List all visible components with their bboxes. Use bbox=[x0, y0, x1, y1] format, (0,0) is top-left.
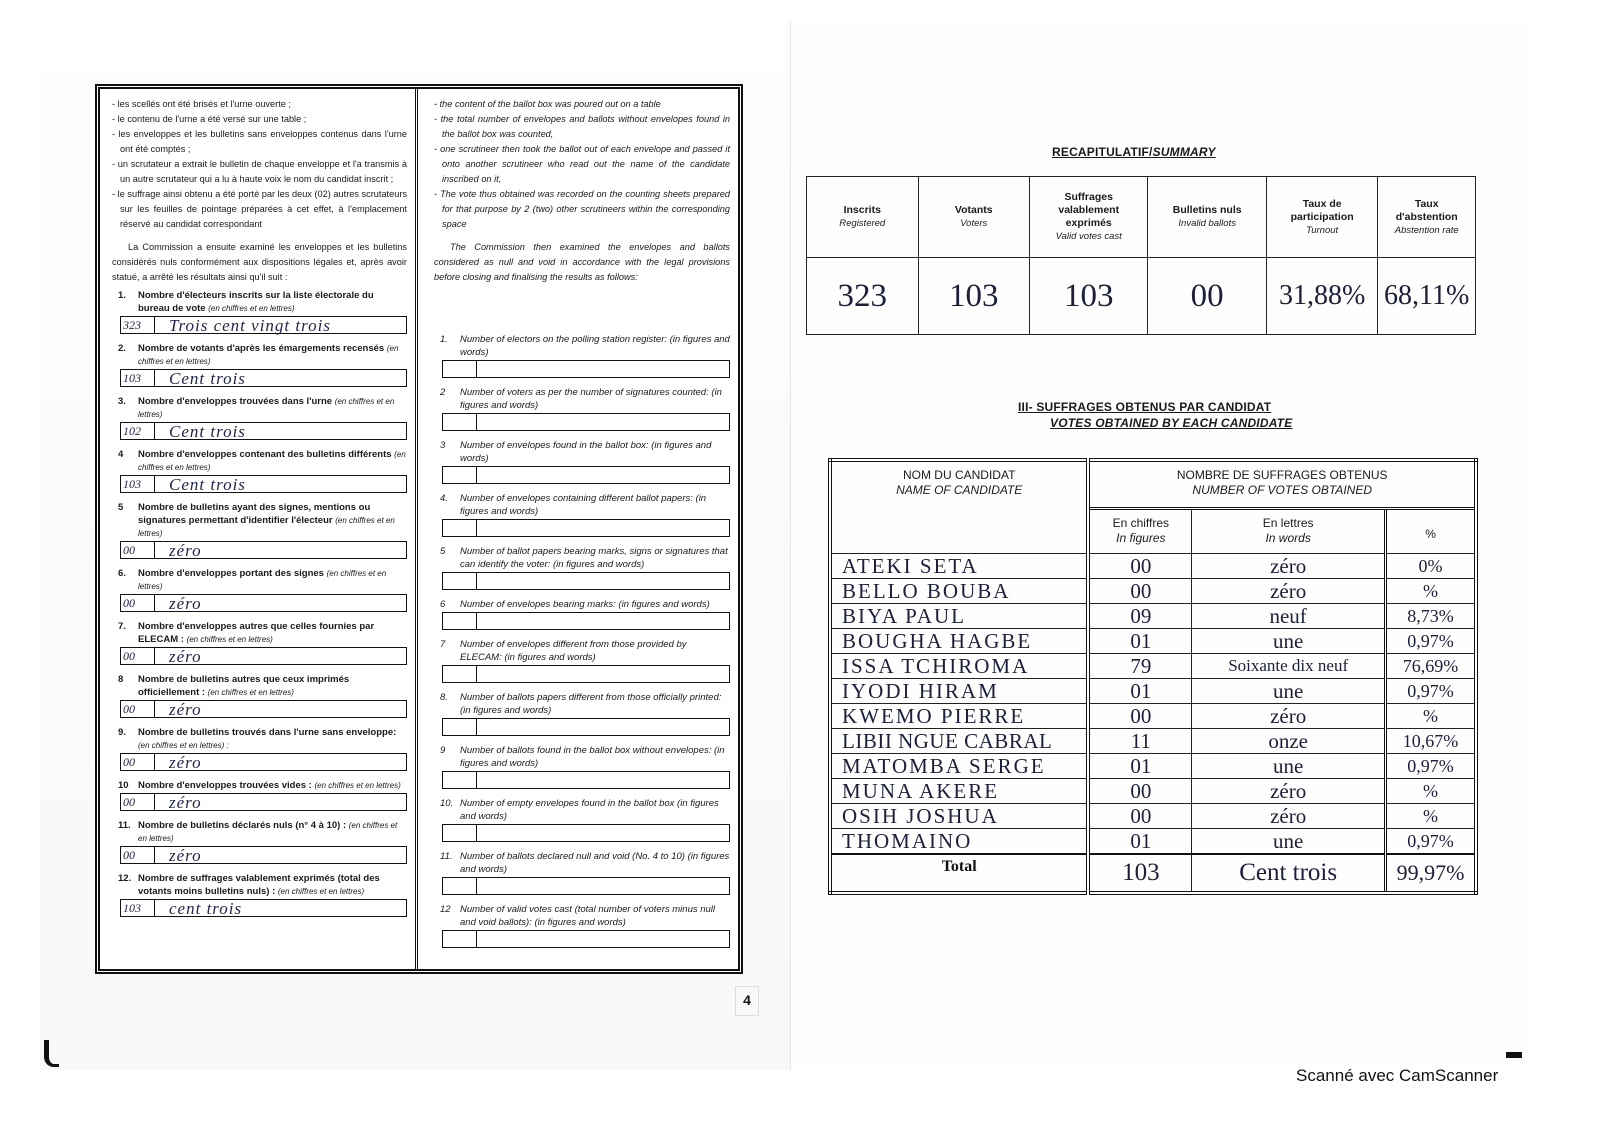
candidate-votes-figure: 01 bbox=[1088, 754, 1191, 779]
item-hint: (en chiffres et en lettres) : bbox=[138, 741, 229, 750]
form-item-8 bbox=[112, 673, 407, 718]
answer-field[interactable] bbox=[120, 700, 407, 718]
candidate-row bbox=[830, 804, 1476, 829]
summary-title-fr: RECAPITULATIF/ bbox=[1052, 145, 1153, 159]
item-text: Nombre de bulletins trouvés dans l'urne sans enveloppe: bbox=[138, 727, 397, 738]
item-text: Nombre de suffrages valablement exprimés (total des votants moins bulletins nuls) : bbox=[138, 873, 380, 897]
form-item-7 bbox=[112, 620, 407, 665]
votes-section-title-fr: III- SUFFRAGES OBTENUS PAR CANDIDAT bbox=[1018, 400, 1272, 414]
answer-field[interactable] bbox=[442, 718, 730, 736]
item-text: Nombre d'enveloppes trouvées dans l'urne bbox=[138, 396, 333, 407]
candidate-votes-percent: 0,97% bbox=[1386, 754, 1476, 779]
item-number: 3 bbox=[440, 440, 446, 451]
candidate-row bbox=[830, 779, 1476, 804]
summary-col-abstention: Taux d'abstention Abstention rate bbox=[1378, 177, 1476, 258]
item-text: Nombre de votants d'après les émargements recensés bbox=[138, 343, 385, 354]
form-item-5 bbox=[112, 501, 407, 559]
answer-field[interactable] bbox=[442, 572, 730, 590]
item-text: Number of envelopes bearing marks: (in figures and words) bbox=[460, 599, 710, 610]
form-item-9 bbox=[112, 726, 407, 771]
form-item-5-en bbox=[434, 545, 730, 590]
form-item-11-en bbox=[434, 850, 730, 895]
candidate-name: KWEMO PIERRE bbox=[830, 704, 1088, 729]
answer-words: zéro bbox=[169, 845, 202, 865]
answer-field[interactable] bbox=[120, 647, 407, 665]
item-hint: (en chiffres et en lettres) bbox=[277, 887, 365, 896]
candidate-name: MATOMBA SERGE bbox=[830, 754, 1088, 779]
answer-field[interactable] bbox=[120, 541, 407, 559]
candidate-votes-figure: 11 bbox=[1088, 729, 1191, 754]
form-item-7-en bbox=[434, 638, 730, 683]
item-text: Nombre d'enveloppes trouvées vides : bbox=[138, 780, 312, 791]
col-votes-obtained: NOMBRE DE SUFFRAGES OBTENUS NUMBER OF VOTES OBTAINED bbox=[1088, 460, 1476, 509]
item-text: Number of envelopes found in the ballot box: (in figures and words) bbox=[460, 440, 712, 464]
answer-figure bbox=[443, 666, 477, 682]
answer-words: Trois cent vingt trois bbox=[169, 315, 331, 335]
candidate-name: MUNA AKERE bbox=[830, 779, 1088, 804]
answer-field[interactable] bbox=[442, 930, 730, 948]
answer-figure bbox=[443, 825, 477, 841]
votes-section-title-en: VOTES OBTAINED BY EACH CANDIDATE bbox=[1050, 416, 1293, 430]
item-text: Number of ballots papers different from those officially printed: (in figures and words) bbox=[460, 692, 722, 716]
item-number: 10 bbox=[118, 780, 129, 791]
item-text: Number of ballots declared null and void (No. 4 to 10) (in figures and words) bbox=[460, 851, 730, 875]
voters-value: 103 bbox=[918, 258, 1030, 335]
total-row bbox=[830, 854, 1476, 893]
answer-field[interactable] bbox=[442, 360, 730, 378]
candidate-name: ATEKI SETA bbox=[830, 554, 1088, 579]
answer-field[interactable] bbox=[120, 316, 407, 334]
total-votes-figure: 103 bbox=[1088, 854, 1191, 893]
item-text: Nombre de bulletins autres que ceux imprimés officiellement : bbox=[138, 674, 350, 698]
item-number: 2. bbox=[118, 343, 126, 354]
item-hint: (en chiffres et en lettres) bbox=[138, 821, 398, 843]
answer-words: zéro bbox=[169, 646, 202, 666]
answer-figure bbox=[443, 878, 477, 894]
item-number: 6. bbox=[118, 568, 126, 579]
procedure-step: - le suffrage ainsi obtenu a été porté par les deux (02) autres scrutateurs sur les feuilles de pointage préparées à cet effet, à l'emplacement réservé au candidat correspondant bbox=[112, 187, 407, 232]
votes-by-candidate-table bbox=[828, 458, 1478, 895]
item-number: 11. bbox=[118, 820, 131, 831]
form-item-12-en bbox=[434, 903, 730, 948]
answer-field[interactable] bbox=[120, 475, 407, 493]
item-number: 1. bbox=[118, 290, 126, 301]
candidate-row bbox=[830, 629, 1476, 654]
answer-field[interactable] bbox=[442, 877, 730, 895]
item-text: Nombre de bulletins déclarés nuls (n° 4 à 10) : bbox=[138, 820, 347, 831]
candidate-name: BOUGHA HAGBE bbox=[830, 629, 1088, 654]
candidate-votes-words: une bbox=[1192, 679, 1386, 704]
item-number: 10. bbox=[440, 798, 454, 809]
form-item-3 bbox=[112, 395, 407, 440]
answer-field[interactable] bbox=[120, 793, 407, 811]
answer-words: Cent trois bbox=[169, 421, 246, 441]
answer-figure: 323 bbox=[121, 317, 155, 333]
votes-header-row-1 bbox=[830, 460, 1476, 509]
summary-col-registered: Inscrits Registered bbox=[807, 177, 919, 258]
form-item-3-en bbox=[434, 439, 730, 484]
summary-table bbox=[806, 176, 1476, 335]
candidate-votes-words: zéro bbox=[1192, 554, 1386, 579]
procedure-step: - one scrutineer then took the ballot out of each envelope and passed it onto another scrutineer who read out the name of the candidate inscribed on it, bbox=[434, 142, 730, 187]
candidate-votes-percent: 0,97% bbox=[1386, 679, 1476, 704]
form-column-english bbox=[418, 89, 738, 969]
candidate-votes-words: une bbox=[1192, 629, 1386, 654]
item-hint: (en chiffres et en lettres) bbox=[208, 304, 295, 313]
scanner-watermark: Scanné avec CamScanner bbox=[1296, 1066, 1499, 1085]
summary-title bbox=[1052, 145, 1216, 159]
candidate-votes-percent: % bbox=[1386, 579, 1476, 604]
item-hint: (en chiffres et en lettres) bbox=[138, 397, 395, 419]
candidate-votes-percent: 10,67% bbox=[1386, 729, 1476, 754]
candidate-name: OSIH JOSHUA bbox=[830, 804, 1088, 829]
candidate-votes-percent: 0,97% bbox=[1386, 829, 1476, 855]
item-number: 2 bbox=[440, 387, 446, 398]
candidate-votes-percent: 8,73% bbox=[1386, 604, 1476, 629]
candidate-votes-figure: 00 bbox=[1088, 779, 1191, 804]
form-item-4-en bbox=[434, 492, 730, 537]
candidate-votes-words: neuf bbox=[1192, 604, 1386, 629]
candidate-votes-figure: 01 bbox=[1088, 629, 1191, 654]
item-text: Nombre d'enveloppes contenant des bulletins différents bbox=[138, 449, 392, 460]
summary-values-row bbox=[807, 258, 1476, 335]
answer-figure bbox=[443, 719, 477, 735]
item-number: 5 bbox=[118, 502, 124, 513]
item-number: 12. bbox=[118, 873, 132, 884]
item-number: 7. bbox=[118, 621, 126, 632]
answer-words: zéro bbox=[169, 593, 202, 613]
answer-figure: 00 bbox=[121, 794, 155, 810]
candidate-votes-words: une bbox=[1192, 754, 1386, 779]
answer-field[interactable] bbox=[442, 665, 730, 683]
procedure-step: - les enveloppes et les bulletins sans enveloppes contenus dans l'urne ont été comptés ; bbox=[112, 127, 407, 157]
candidate-votes-figure: 00 bbox=[1088, 804, 1191, 829]
procedure-step: - the total number of envelopes and ballots without envelopes found in the ballot box was counted, bbox=[434, 112, 730, 142]
item-number: 5 bbox=[440, 546, 446, 557]
item-number: 8 bbox=[118, 674, 124, 685]
item-hint: (en chiffres et en lettres) bbox=[186, 635, 273, 644]
page-edge-mark bbox=[1506, 1052, 1522, 1058]
answer-field[interactable] bbox=[442, 612, 730, 630]
page-corner-mark bbox=[1472, 990, 1494, 1018]
item-text: Number of valid votes cast (total number of voters minus null and void ballots): (in figures and words) bbox=[460, 904, 716, 928]
candidate-row bbox=[830, 829, 1476, 855]
answer-field[interactable] bbox=[120, 422, 407, 440]
answer-figure: 103 bbox=[121, 476, 155, 492]
candidate-votes-figure: 09 bbox=[1088, 604, 1191, 629]
form-item-6-en bbox=[434, 598, 730, 630]
valid-votes-value: 103 bbox=[1030, 258, 1148, 335]
item-text: Number of envelopes containing different ballot papers: (in figures and words) bbox=[460, 493, 707, 517]
candidate-votes-percent: % bbox=[1386, 804, 1476, 829]
answer-field[interactable] bbox=[442, 519, 730, 537]
answer-field[interactable] bbox=[442, 466, 730, 484]
intro-paragraph-fr: La Commission a ensuite examiné les enveloppes et les bulletins considérés nuls conformément aux dispositions légales et, après avoir statué, a arrêté les résultats ainsi qu'il suit : bbox=[112, 242, 407, 282]
answer-figure: 00 bbox=[121, 542, 155, 558]
item-number: 1. bbox=[440, 334, 448, 345]
candidate-name: THOMAINO bbox=[830, 829, 1088, 855]
item-number: 9 bbox=[440, 745, 446, 756]
item-text: Number of ballots found in the ballot box without envelopes: (in figures and words) bbox=[460, 745, 725, 769]
page-number-marker: 4 bbox=[735, 986, 759, 1016]
abstention-value: 68,11% bbox=[1378, 258, 1476, 335]
answer-field[interactable] bbox=[442, 824, 730, 842]
procedure-step: - The vote thus obtained was recorded on the counting sheets prepared for that purpose by 2 (two) other scrutineers within the corresponding space bbox=[434, 187, 730, 232]
item-number: 11. bbox=[440, 851, 453, 862]
turnout-value: 31,88% bbox=[1266, 258, 1378, 335]
candidate-votes-figure: 00 bbox=[1088, 579, 1191, 604]
form-item-1-en bbox=[434, 333, 730, 378]
candidate-name: LIBII NGUE CABRAL bbox=[830, 729, 1088, 754]
item-hint: (en chiffres et en lettres) bbox=[138, 450, 406, 472]
answer-figure bbox=[443, 772, 477, 788]
answer-words: zéro bbox=[169, 699, 202, 719]
procedure-step: - the content of the ballot box was poured out on a table bbox=[434, 97, 730, 112]
candidate-votes-percent: 76,69% bbox=[1386, 654, 1476, 679]
invalid-ballots-value: 00 bbox=[1148, 258, 1266, 335]
registered-value: 323 bbox=[807, 258, 919, 335]
procedure-step: - les scellés ont été brisés et l'urne ouverte ; bbox=[112, 97, 407, 112]
form-column-french bbox=[100, 89, 418, 969]
candidate-name: IYODI HIRAM bbox=[830, 679, 1088, 704]
answer-figure bbox=[443, 931, 477, 947]
form-item-4 bbox=[112, 448, 407, 493]
col-percent: % bbox=[1386, 509, 1476, 554]
item-number: 3. bbox=[118, 396, 126, 407]
candidate-name: ISSA TCHIROMA bbox=[830, 654, 1088, 679]
form-item-12 bbox=[112, 872, 407, 917]
item-text: Nombre d'électeurs inscrits sur la liste électorale du bureau de vote bbox=[138, 290, 374, 314]
item-text: Nombre d'enveloppes portant des signes bbox=[138, 568, 324, 579]
answer-figure bbox=[443, 361, 477, 377]
answer-field[interactable] bbox=[442, 771, 730, 789]
answer-figure: 00 bbox=[121, 847, 155, 863]
item-number: 4. bbox=[440, 493, 448, 504]
answer-figure: 00 bbox=[121, 595, 155, 611]
candidate-name: BIYA PAUL bbox=[830, 604, 1088, 629]
answer-field[interactable] bbox=[120, 369, 407, 387]
answer-figure: 00 bbox=[121, 701, 155, 717]
total-votes-percent: 99,97% bbox=[1386, 854, 1476, 893]
candidate-votes-words: zéro bbox=[1192, 579, 1386, 604]
col-candidate-name: NOM DU CANDIDAT NAME OF CANDIDATE bbox=[830, 460, 1088, 554]
answer-figure bbox=[443, 467, 477, 483]
candidate-votes-words: zéro bbox=[1192, 804, 1386, 829]
answer-figure bbox=[443, 613, 477, 629]
candidate-votes-figure: 01 bbox=[1088, 679, 1191, 704]
candidate-row bbox=[830, 579, 1476, 604]
answer-figure bbox=[443, 414, 477, 430]
item-number: 4 bbox=[118, 449, 124, 460]
candidate-votes-percent: % bbox=[1386, 704, 1476, 729]
answer-figure: 102 bbox=[121, 423, 155, 439]
candidate-votes-words: onze bbox=[1192, 729, 1386, 754]
answer-field[interactable] bbox=[120, 594, 407, 612]
answer-words: zéro bbox=[169, 752, 202, 772]
candidate-votes-percent: 0,97% bbox=[1386, 629, 1476, 654]
procedure-list-fr bbox=[112, 97, 407, 232]
total-votes-words: Cent trois bbox=[1192, 854, 1386, 893]
candidate-votes-words: Soixante dix neuf bbox=[1192, 654, 1386, 679]
item-number: 7 bbox=[440, 639, 446, 650]
candidate-votes-figure: 00 bbox=[1088, 704, 1191, 729]
answer-field[interactable] bbox=[442, 413, 730, 431]
summary-header-row bbox=[807, 177, 1476, 258]
item-number: 6 bbox=[440, 599, 446, 610]
answer-figure: 103 bbox=[121, 370, 155, 386]
candidate-row bbox=[830, 729, 1476, 754]
item-hint: (en chiffres et en lettres) bbox=[207, 688, 294, 697]
candidate-votes-figure: 00 bbox=[1088, 554, 1191, 579]
candidate-votes-figure: 79 bbox=[1088, 654, 1191, 679]
item-number: 9. bbox=[118, 727, 126, 738]
form-item-1 bbox=[112, 289, 407, 334]
candidate-votes-words: zéro bbox=[1192, 779, 1386, 804]
form-item-6 bbox=[112, 567, 407, 612]
item-hint: (en chiffres et en lettres) bbox=[138, 569, 387, 591]
intro-paragraph-en: The Commission then examined the envelopes and ballots considered as null and void in accordance with the legal provisions before closing and finalising the results as follows: bbox=[434, 242, 730, 282]
answer-field[interactable] bbox=[120, 753, 407, 771]
page-curl-mark bbox=[44, 1040, 59, 1067]
candidate-row bbox=[830, 679, 1476, 704]
answer-figure bbox=[443, 573, 477, 589]
form-item-2 bbox=[112, 342, 407, 387]
col-in-words: En lettres In words bbox=[1192, 509, 1386, 554]
form-item-2-en bbox=[434, 386, 730, 431]
item-hint: (en chiffres et en lettres) bbox=[138, 344, 399, 366]
candidate-row bbox=[830, 604, 1476, 629]
candidate-row bbox=[830, 554, 1476, 579]
item-text: Nombre de bulletins ayant des signes, mentions ou signatures permettant d'identifier l'électeur bbox=[138, 502, 371, 526]
answer-words: Cent trois bbox=[169, 368, 246, 388]
procedure-list-en bbox=[434, 97, 730, 232]
answer-figure: 103 bbox=[121, 900, 155, 916]
item-hint: (en chiffres et en lettres) bbox=[138, 516, 395, 538]
form-item-9-en bbox=[434, 744, 730, 789]
item-number: 8. bbox=[440, 692, 448, 703]
answer-words: zéro bbox=[169, 792, 202, 812]
form-item-8-en bbox=[434, 691, 730, 736]
form-item-10 bbox=[112, 779, 407, 811]
answer-words: zéro bbox=[169, 540, 202, 560]
item-text: Number of electors on the polling station register: (in figures and words) bbox=[460, 334, 730, 358]
candidate-name: BELLO BOUBA bbox=[830, 579, 1088, 604]
form-item-10-en bbox=[434, 797, 730, 842]
candidate-votes-percent: 0% bbox=[1386, 554, 1476, 579]
candidate-row bbox=[830, 754, 1476, 779]
answer-words: cent trois bbox=[169, 898, 243, 918]
counting-report-form bbox=[95, 84, 743, 974]
answer-figure: 00 bbox=[121, 648, 155, 664]
item-text: Number of empty envelopes found in the ballot box (in figures and words) bbox=[460, 798, 719, 822]
candidate-row bbox=[830, 654, 1476, 679]
summary-col-voters: Votants Voters bbox=[918, 177, 1030, 258]
candidate-votes-figure: 01 bbox=[1088, 829, 1191, 855]
summary-col-valid-votes: Suffrages valablement exprimés Valid votes cast bbox=[1030, 177, 1148, 258]
item-text: Number of ballot papers bearing marks, signs or signatures that can identify the voter: (in figures and words) bbox=[460, 546, 728, 570]
item-hint: (en chiffres et en lettres) bbox=[314, 781, 401, 790]
summary-col-invalid-ballots: Bulletins nuls Invalid ballots bbox=[1148, 177, 1266, 258]
candidate-votes-percent: % bbox=[1386, 779, 1476, 804]
col-in-figures: En chiffres In figures bbox=[1088, 509, 1191, 554]
candidate-votes-words: une bbox=[1192, 829, 1386, 855]
candidate-votes-words: zéro bbox=[1192, 704, 1386, 729]
answer-figure bbox=[443, 520, 477, 536]
item-text: Number of envelopes different from those provided by ELECAM: (in figures and words) bbox=[460, 639, 687, 663]
answer-words: Cent trois bbox=[169, 474, 246, 494]
item-text: Nombre d'enveloppes autres que celles fournies par ELECAM : bbox=[138, 621, 375, 645]
summary-title-en: SUMMARY bbox=[1152, 145, 1216, 159]
procedure-step: - le contenu de l'urne a été versé sur une table ; bbox=[112, 112, 407, 127]
procedure-step: - un scrutateur a extrait le bulletin de chaque enveloppe et l'a transmis à un autre scrutateur qui a lu à haute voix le nom du candidat inscrit ; bbox=[112, 157, 407, 187]
answer-figure: 00 bbox=[121, 754, 155, 770]
candidate-row bbox=[830, 704, 1476, 729]
answer-field[interactable] bbox=[120, 846, 407, 864]
item-number: 12 bbox=[440, 904, 451, 915]
item-text: Number of voters as per the number of signatures counted: (in figures and words) bbox=[460, 387, 722, 411]
answer-field[interactable] bbox=[120, 899, 407, 917]
form-item-11 bbox=[112, 819, 407, 864]
summary-col-turnout: Taux de participation Turnout bbox=[1266, 177, 1378, 258]
total-label: Total bbox=[830, 854, 1088, 893]
